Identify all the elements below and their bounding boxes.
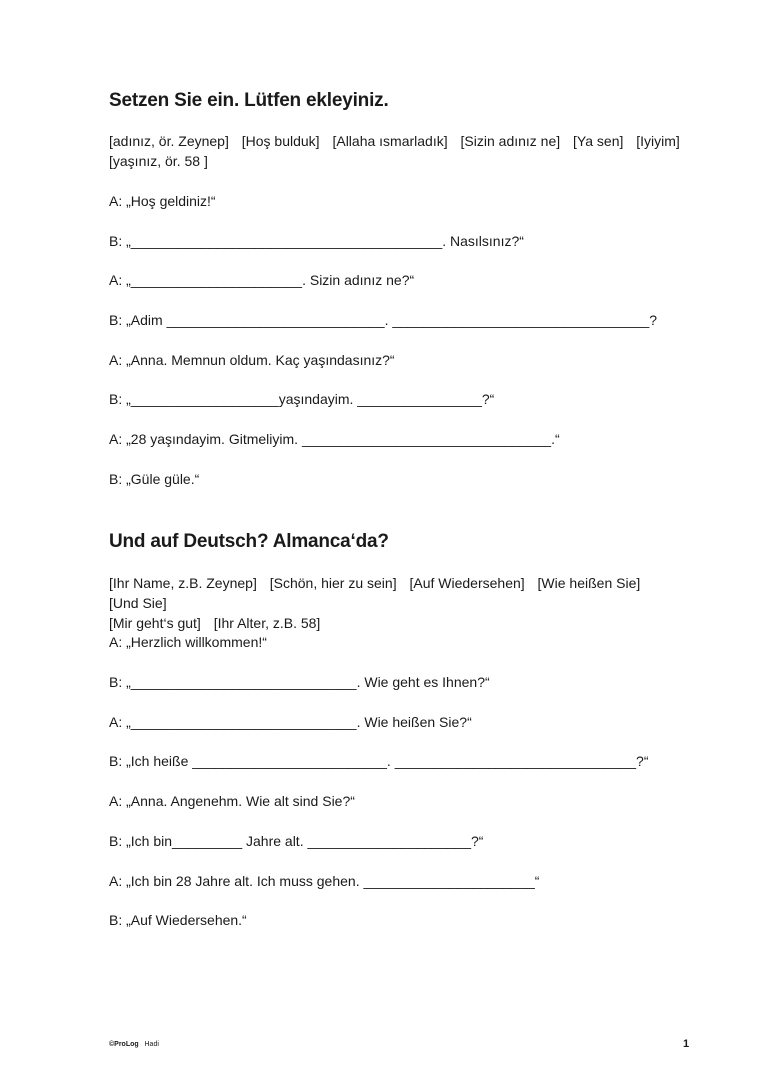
word-bank-item: [Sizin adınız ne] <box>460 133 561 149</box>
dialogue-line: A: „Hoş geldiniz!“ <box>109 193 216 209</box>
dialogue-line: B: „Güle güle.“ <box>109 471 200 487</box>
dialogue-line: A: „Herzlich willkommen!“ <box>109 634 267 650</box>
dialogue-line: B: „___________________yaşındayim. ________________?“ <box>109 391 495 407</box>
word-bank-item: [Iyiyim] <box>636 133 680 149</box>
dialogue-line: B: „Ich heiße _________________________. _______________________________?“ <box>109 753 649 769</box>
footer-credit <box>109 1041 159 1048</box>
word-bank-item: [Und Sie] <box>109 595 167 611</box>
dialogue-line: A: „28 yaşındayim. Gitmeliyim. ________________________________.“ <box>109 431 560 447</box>
dialogue-line: A: „______________________. Sizin adınız ne?“ <box>109 272 415 288</box>
word-bank-item: [Mir geht‘s gut] <box>109 615 201 631</box>
section1-word-bank <box>109 131 709 171</box>
publisher-logo: ©ProLog <box>109 1041 139 1048</box>
dialogue-line: B: „Auf Wiedersehen.“ <box>109 912 247 928</box>
product-name: Hadi <box>144 1041 159 1048</box>
word-bank-item: [Hoş bulduk] <box>241 133 320 149</box>
section2-heading: Und auf Deutsch? Almanca‘da? <box>109 531 389 552</box>
section2-word-bank <box>109 573 709 633</box>
dialogue-line: A: „Anna. Memnun oldum. Kaç yaşındasınız?“ <box>109 352 395 368</box>
dialogue-line: B: „_____________________________. Wie geht es Ihnen?“ <box>109 674 490 690</box>
word-bank-item: [Schön, hier zu sein] <box>269 575 397 591</box>
word-bank-item: [Wie heißen Sie] <box>537 575 641 591</box>
word-bank-item: [adınız, ör. Zeynep] <box>109 133 229 149</box>
dialogue-line: A: „Anna. Angenehm. Wie alt sind Sie?“ <box>109 793 355 809</box>
word-bank-item: [Auf Wiedersehen] <box>409 575 525 591</box>
dialogue-line: B: „________________________________________. Nasılsınız?“ <box>109 233 524 249</box>
word-bank-item: [Ya sen] <box>573 133 624 149</box>
word-bank-item: [Ihr Name, z.B. Zeynep] <box>109 575 257 591</box>
section1-heading: Setzen Sie ein. Lütfen ekleyiniz. <box>109 90 389 111</box>
word-bank-item: [Allaha ısmarladık] <box>332 133 448 149</box>
word-bank-item: [Ihr Alter, z.B. 58] <box>213 615 321 631</box>
dialogue-line: B: „Ich bin_________ Jahre alt. _____________________?“ <box>109 833 484 849</box>
dialogue-line: A: „Ich bin 28 Jahre alt. Ich muss gehen. ______________________“ <box>109 873 540 889</box>
dialogue-line: A: „_____________________________. Wie heißen Sie?“ <box>109 714 472 730</box>
dialogue-line: B: „Adim ____________________________. _________________________________? <box>109 312 658 328</box>
word-bank-item: [yaşınız, ör. 58 ] <box>109 153 208 169</box>
page-number: 1 <box>683 1038 690 1050</box>
